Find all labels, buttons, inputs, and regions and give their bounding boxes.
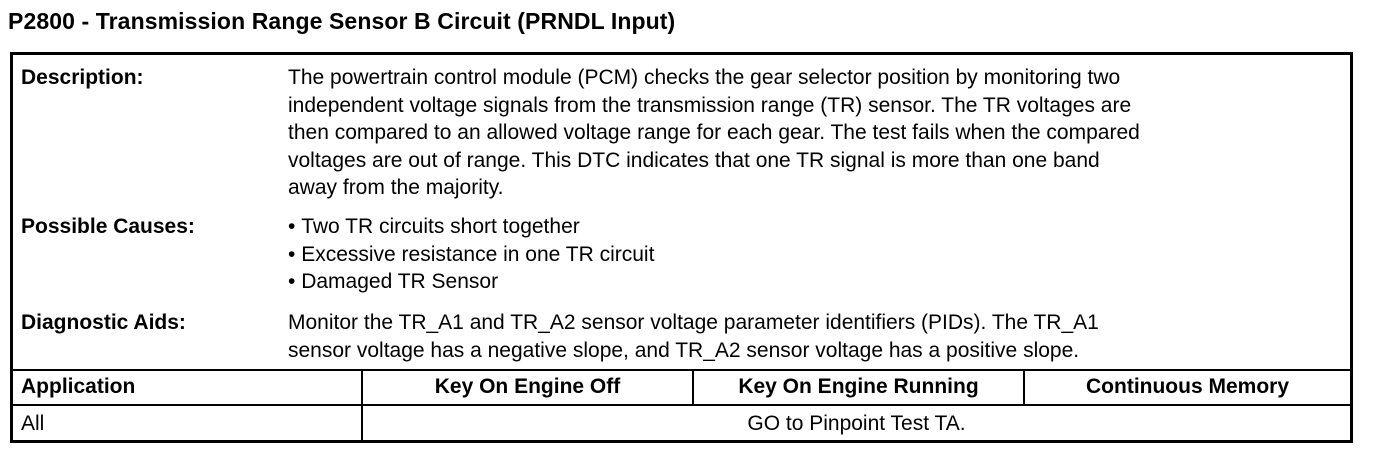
possible-causes-list	[288, 213, 1348, 296]
dtc-details	[13, 55, 1350, 371]
cause-item: • Excessive resistance in one TR circuit	[288, 241, 1348, 269]
diagnostic-aids-line: sensor voltage has a negative slope, and TR_A2 sensor voltage has a positive slope.	[288, 338, 1080, 362]
cause-item: • Two TR circuits short together	[288, 213, 1348, 241]
header-application: Application	[21, 375, 136, 398]
page-title: P2800 - Transmission Range Sensor B Circuit (PRNDL Input)	[8, 8, 676, 34]
possible-causes-label: Possible Causes:	[21, 215, 195, 238]
header-koer: Key On Engine Running	[738, 375, 979, 398]
description-text	[288, 64, 1348, 202]
diagnostic-aids-text	[288, 309, 1348, 364]
header-continuous-memory: Continuous Memory	[1086, 375, 1289, 398]
table-cell-application: All	[21, 412, 45, 435]
description-line: away from the majority.	[288, 176, 504, 199]
description-line: The powertrain control module (PCM) checks the gear selector position by monitoring two	[288, 66, 1121, 89]
table-top-border	[13, 369, 1350, 371]
header-koeo: Key On Engine Off	[434, 375, 621, 398]
description-line: independent voltage signals from the transmission range (TR) sensor. The TR voltages are	[288, 93, 1132, 117]
description-line: then compared to an allowed voltage range for each gear. The test fails when the compared	[288, 121, 1140, 144]
diagnostic-aids-label: Diagnostic Aids:	[21, 311, 186, 334]
description-line: voltages are out of range. This DTC indicates that one TR signal is more than one band	[288, 148, 1100, 172]
dtc-info-box	[10, 52, 1353, 443]
cause-item: • Damaged TR Sensor	[288, 268, 1348, 296]
table-header-divider	[13, 404, 1350, 406]
description-label: Description:	[21, 66, 144, 89]
table-cell-action: GO to Pinpoint Test TA.	[747, 412, 966, 435]
diagnostic-aids-line: Monitor the TR_A1 and TR_A2 sensor voltage parameter identifiers (PIDs). The TR_A1	[288, 311, 1099, 334]
